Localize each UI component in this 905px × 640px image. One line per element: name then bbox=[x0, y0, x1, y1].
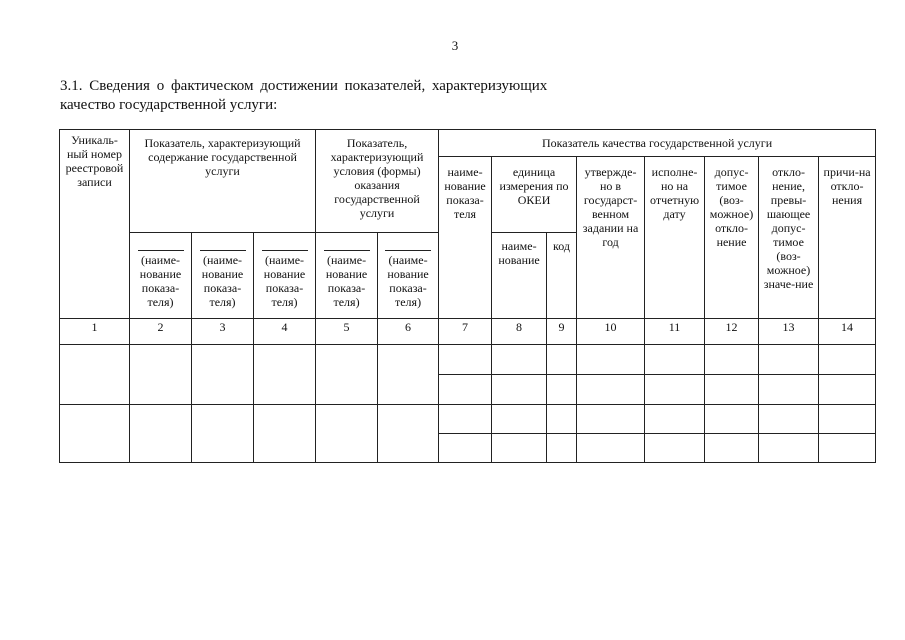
header-content-name-2: (наиме-нование показа-теля) bbox=[192, 233, 254, 319]
table-cell[interactable] bbox=[819, 434, 876, 463]
header-exceeding-deviation: откло-нение, превы-шающее допус-тимое (воз-можное) значе-ние bbox=[759, 157, 819, 319]
column-number: 9 bbox=[547, 319, 577, 345]
table-cell[interactable] bbox=[577, 405, 645, 434]
table-cell[interactable] bbox=[577, 434, 645, 463]
column-number: 5 bbox=[316, 319, 378, 345]
header-content-name-1: (наиме-нование показа-теля) bbox=[130, 233, 192, 319]
header-quality-name: наиме-нование показа-теля bbox=[439, 157, 492, 319]
table-cell[interactable] bbox=[819, 375, 876, 405]
header-conditions-name-2: (наиме-нование показа-теля) bbox=[378, 233, 439, 319]
column-number: 14 bbox=[819, 319, 876, 345]
header-approved: утвержде-но в государст-венном задании на год bbox=[577, 157, 645, 319]
heading-line-2: качество государственной услуги: bbox=[60, 97, 278, 113]
table-row bbox=[60, 345, 876, 375]
table-cell[interactable] bbox=[759, 375, 819, 405]
column-number: 7 bbox=[439, 319, 492, 345]
column-number: 2 bbox=[130, 319, 192, 345]
header-registry-number: Уникаль-ный номер реестровой записи bbox=[60, 130, 130, 319]
table-cell[interactable] bbox=[492, 434, 547, 463]
section-heading bbox=[60, 77, 580, 115]
header-content-indicator: Показатель, характеризующий содержание государственной услуги bbox=[130, 130, 316, 233]
table-cell[interactable] bbox=[645, 405, 705, 434]
table-cell[interactable] bbox=[316, 405, 378, 463]
table-cell[interactable] bbox=[254, 345, 316, 405]
table-cell[interactable] bbox=[705, 434, 759, 463]
header-conditions-name-1: (наиме-нование показа-теля) bbox=[316, 233, 378, 319]
table-cell[interactable] bbox=[705, 345, 759, 375]
table-cell[interactable] bbox=[547, 434, 577, 463]
header-allowed-deviation: допус-тимое (воз-можное) откло-нение bbox=[705, 157, 759, 319]
column-number: 4 bbox=[254, 319, 316, 345]
header-row-1 bbox=[60, 130, 876, 157]
table-cell[interactable] bbox=[60, 405, 130, 463]
table-cell[interactable] bbox=[378, 345, 439, 405]
table-row bbox=[60, 405, 876, 434]
table-cell[interactable] bbox=[130, 345, 192, 405]
header-unit: единица измерения по ОКЕИ bbox=[492, 157, 577, 233]
table-cell[interactable] bbox=[577, 375, 645, 405]
table-cell[interactable] bbox=[819, 345, 876, 375]
table-cell[interactable] bbox=[547, 405, 577, 434]
table-cell[interactable] bbox=[492, 405, 547, 434]
page-number: 3 bbox=[451, 38, 459, 53]
table-cell[interactable] bbox=[192, 345, 254, 405]
table-cell[interactable] bbox=[130, 405, 192, 463]
header-unit-code: код bbox=[547, 233, 577, 319]
header-content-name-3: (наиме-нование показа-теля) bbox=[254, 233, 316, 319]
table-cell[interactable] bbox=[705, 405, 759, 434]
column-numbers-row bbox=[60, 319, 876, 345]
table-cell[interactable] bbox=[547, 345, 577, 375]
header-deviation-reason: причи-на откло-нения bbox=[819, 157, 876, 319]
table-cell[interactable] bbox=[254, 405, 316, 463]
quality-indicators-table bbox=[59, 129, 876, 463]
table-cell[interactable] bbox=[577, 345, 645, 375]
table-cell[interactable] bbox=[192, 405, 254, 463]
table-cell[interactable] bbox=[547, 375, 577, 405]
table-cell[interactable] bbox=[439, 345, 492, 375]
table-cell[interactable] bbox=[759, 405, 819, 434]
table-cell[interactable] bbox=[439, 434, 492, 463]
column-number: 3 bbox=[192, 319, 254, 345]
table-cell[interactable] bbox=[316, 345, 378, 405]
column-number: 13 bbox=[759, 319, 819, 345]
heading-line-1: 3.1. Сведения о фактическом достижении показателей, характеризующих bbox=[60, 78, 548, 94]
table-cell[interactable] bbox=[759, 434, 819, 463]
table-cell[interactable] bbox=[645, 345, 705, 375]
column-number: 1 bbox=[60, 319, 130, 345]
table-cell[interactable] bbox=[645, 375, 705, 405]
header-unit-name: наиме-нование bbox=[492, 233, 547, 319]
table-cell[interactable] bbox=[645, 434, 705, 463]
table-cell[interactable] bbox=[492, 375, 547, 405]
table-cell[interactable] bbox=[439, 375, 492, 405]
column-number: 11 bbox=[645, 319, 705, 345]
table-cell[interactable] bbox=[378, 405, 439, 463]
column-number: 12 bbox=[705, 319, 759, 345]
header-quality-indicator: Показатель качества государственной услуги bbox=[439, 130, 876, 157]
table-cell[interactable] bbox=[759, 345, 819, 375]
table-cell[interactable] bbox=[439, 405, 492, 434]
column-number: 10 bbox=[577, 319, 645, 345]
header-conditions-indicator: Показатель, характеризующий условия (формы) оказания государственной услуги bbox=[316, 130, 439, 233]
header-executed: исполне-но на отчетную дату bbox=[645, 157, 705, 319]
table-cell[interactable] bbox=[819, 405, 876, 434]
table-cell[interactable] bbox=[492, 345, 547, 375]
table-cell[interactable] bbox=[705, 375, 759, 405]
column-number: 8 bbox=[492, 319, 547, 345]
table-cell[interactable] bbox=[60, 345, 130, 405]
column-number: 6 bbox=[378, 319, 439, 345]
